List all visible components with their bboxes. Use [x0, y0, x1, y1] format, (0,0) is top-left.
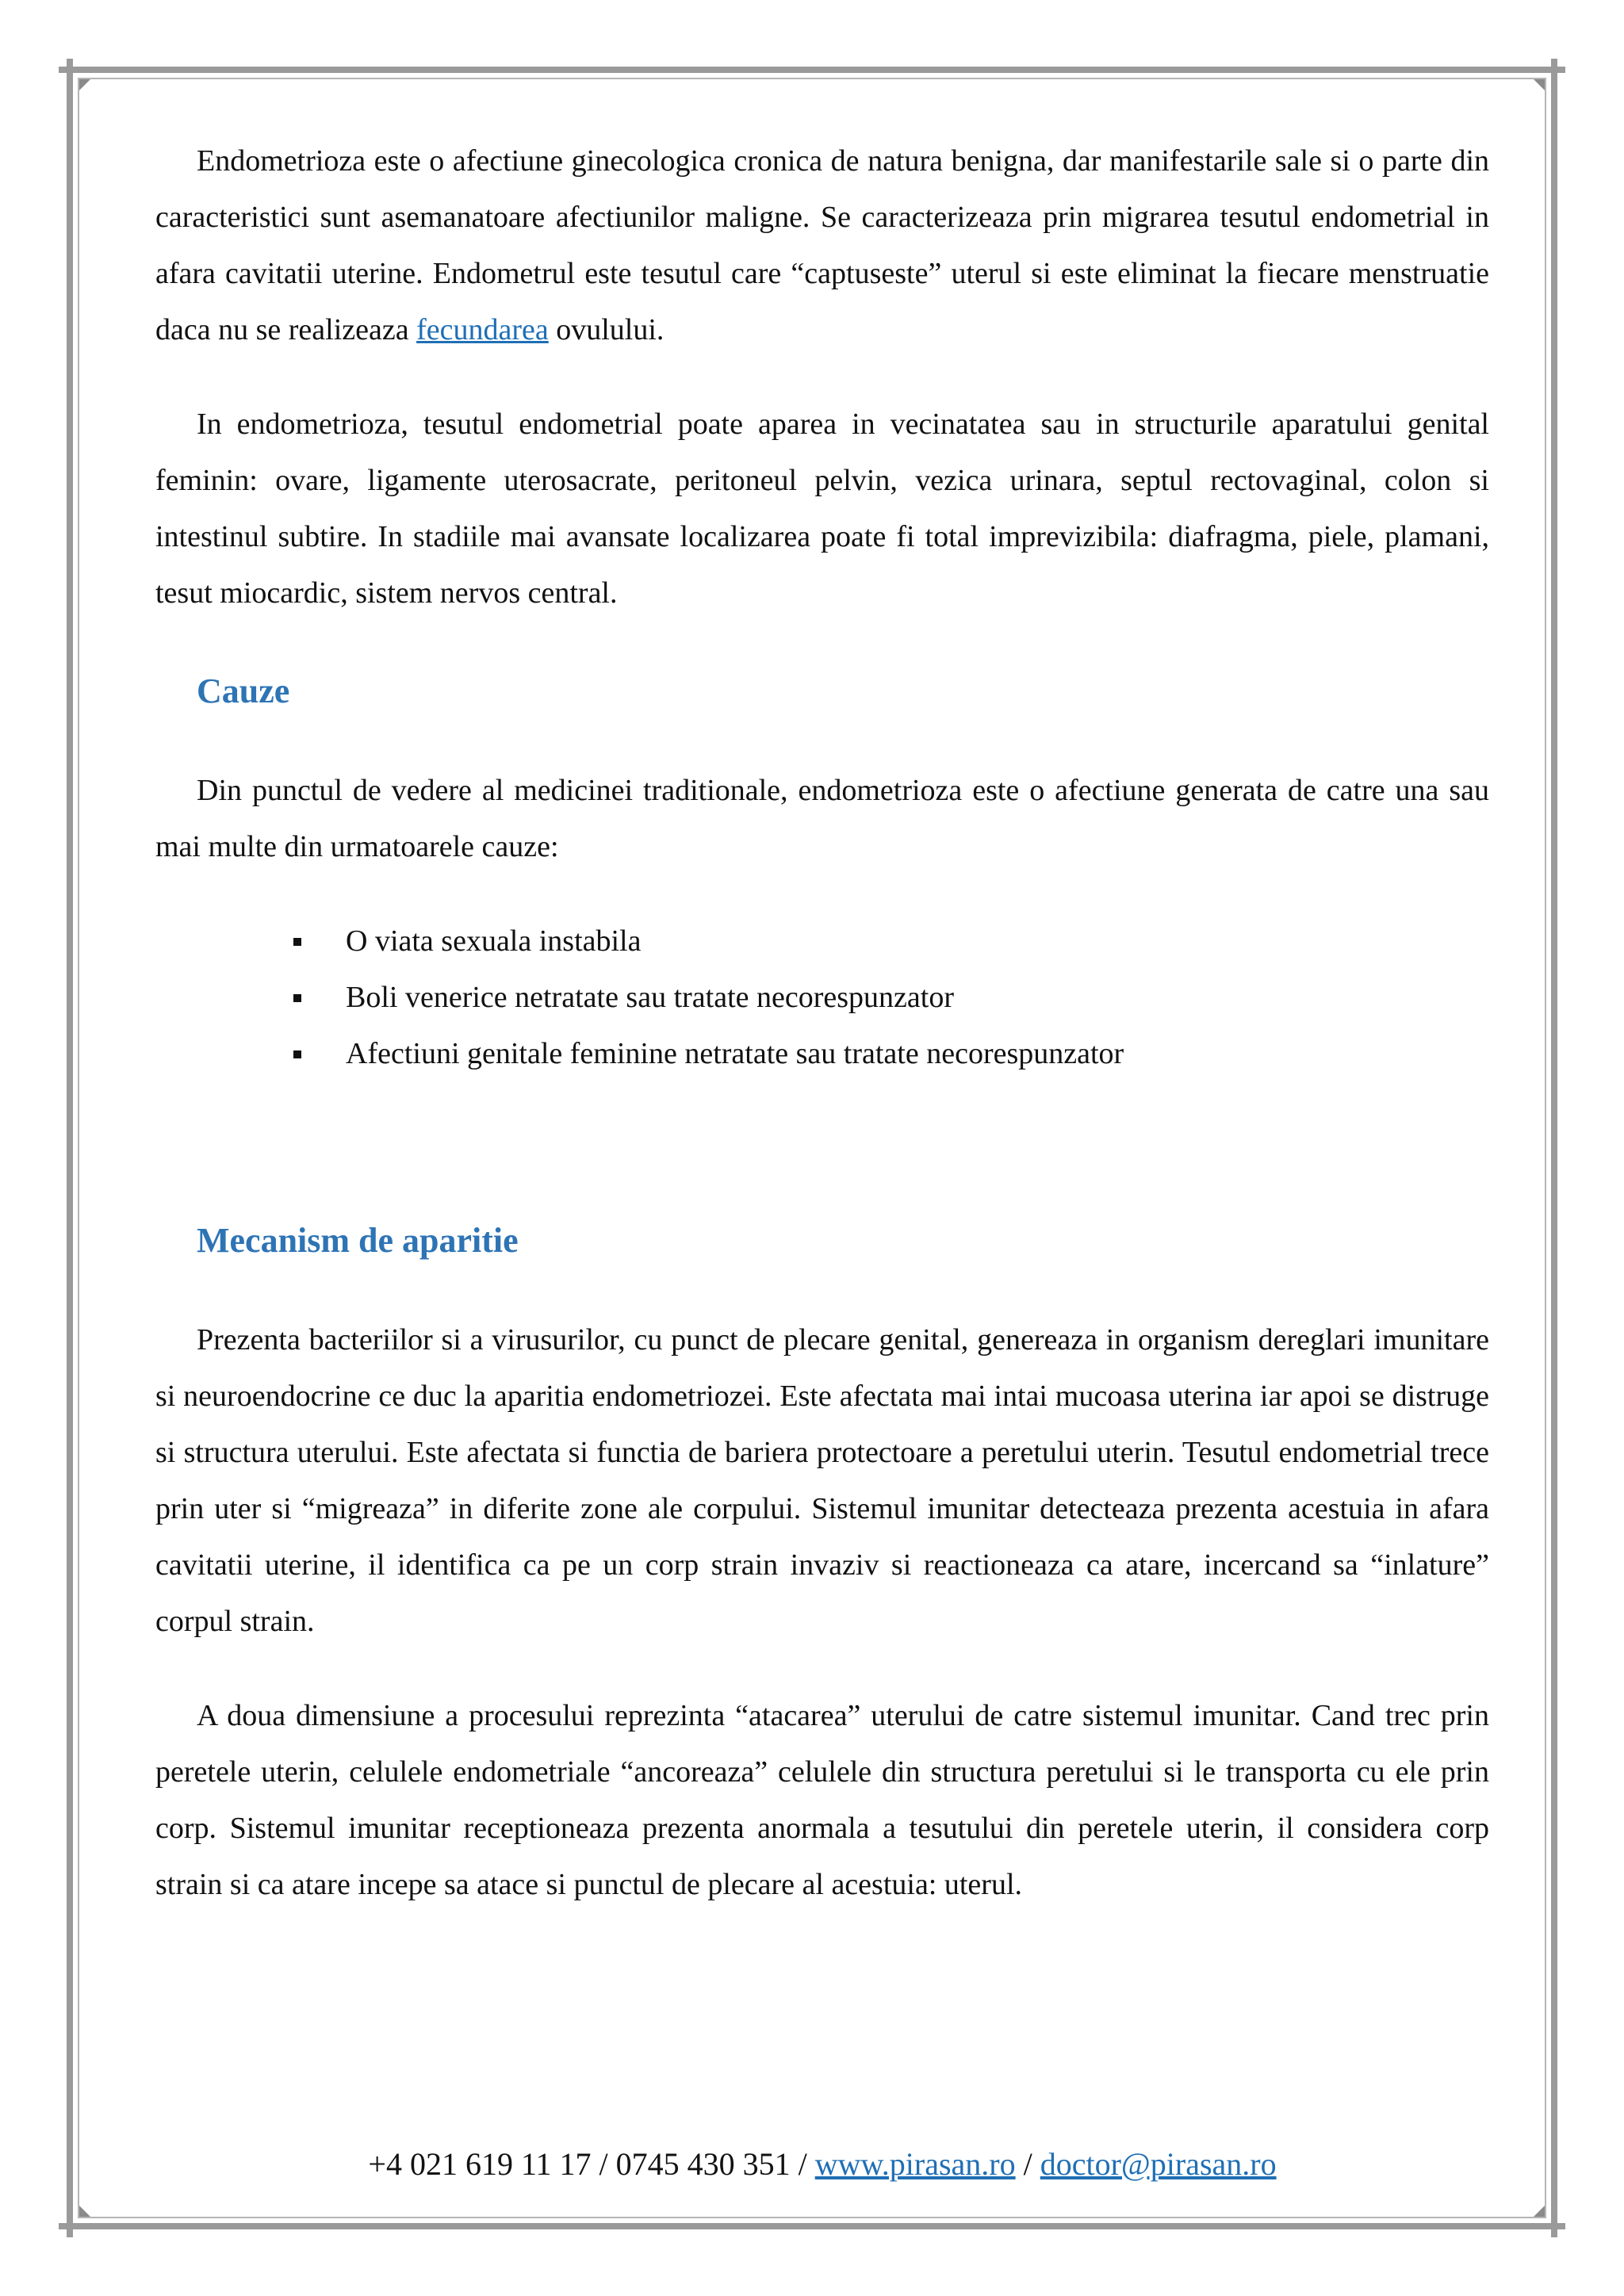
frame-tick — [67, 59, 73, 67]
list-item-text: Afectiuni genitale feminine netratate sau tratate necorespunzator — [346, 1037, 1124, 1070]
paragraph-causes-intro: Din punctul de vedere al medicinei traditionale, endometrioza este o afectiune generata de catre una sau mai multe din urmatoarele cauze: — [155, 774, 1489, 863]
footer-separator: / — [1015, 2146, 1040, 2182]
frame-tick — [1551, 59, 1557, 67]
paragraph-mechanism-1: Prezenta bacteriilor si a virusurilor, cu punct de plecare genital, genereaza in organism dereglari imunitare si neuroendocrine ce duc la aparitia endometriozei. Este afectata mai intai mucoasa uterina iar apoi se distruge si structura uterului. Este afectata si functia de bariera protectoare a peretului uterin. Tesutul endometrial trece prin uter si “migreaza” in diferite zone ale corpului. Sistemul imunitar detecteaza prezenta acestuia in afara cavitatii uterine, il identifica ca pe un corp strain invaziv si reactioneaza ca atare, incercand sa “inlature” corpul strain. — [155, 1323, 1489, 1638]
list-item-text: Boli venerice netratate sau tratate necorespunzator — [346, 981, 954, 1014]
frame-tick — [59, 2223, 67, 2229]
paragraph-text: Endometrioza este o afectiune ginecologica cronica de natura benigna, dar manifestarile sale si o parte din caracteristici sunt asemanatoare afectiunilor maligne. Se caracterizeaza prin migrarea tesutul endometrial in afara cavitatii uterine. Endometrul este tesutul care “captuseste” uterul si este eliminat la fiecare menstruatie daca nu se realizeaza — [155, 144, 1489, 346]
causes-list — [155, 913, 1489, 1082]
footer-website-link[interactable]: www.pirasan.ro — [814, 2146, 1016, 2182]
frame-tick — [67, 2229, 73, 2237]
list-item-text: O viata sexuala instabila — [346, 924, 642, 958]
list-item — [293, 1026, 1489, 1082]
footer-email-link[interactable]: doctor@pirasan.ro — [1040, 2146, 1277, 2182]
list-item — [293, 913, 1489, 970]
paragraph-text: ovulului. — [548, 313, 665, 346]
page-footer — [155, 2141, 1489, 2188]
footer-phones: +4 021 619 11 17 / 0745 430 351 / — [368, 2146, 815, 2182]
bullet-square-icon — [293, 1050, 301, 1058]
frame-tick — [59, 67, 67, 73]
corner-ornament-bottom-right — [1534, 2206, 1545, 2217]
heading-mechanism: Mecanism de aparitie — [197, 1221, 519, 1260]
frame-tick — [1551, 2229, 1557, 2237]
frame-tick — [1557, 2223, 1565, 2229]
heading-causes: Cauze — [197, 672, 290, 710]
list-item — [293, 970, 1489, 1026]
document-body — [155, 133, 1489, 1951]
bullet-square-icon — [293, 938, 301, 946]
bullet-square-icon — [293, 994, 301, 1002]
frame-tick — [1557, 67, 1565, 73]
corner-ornament-bottom-left — [79, 2206, 90, 2217]
link-fecundarea[interactable]: fecundarea — [416, 313, 549, 346]
corner-ornament-top-left — [79, 79, 90, 90]
paragraph-mechanism-2: A doua dimensiune a procesului reprezinta “atacarea” uterului de catre sistemul imunitar. Cand trec prin peretele uterin, celulele endometriale “ancoreaza” celulele din structura peretului si le transporta cu ele prin corp. Sistemul imunitar receptioneaza prezenta anormala a tesutului din peretele uterin, il considera corp strain si ca atare incepe sa atace si punctul de plecare al acestuia: uterul. — [155, 1699, 1489, 1901]
paragraph-localization: In endometrioza, tesutul endometrial poate aparea in vecinatatea sau in structurile aparatului genital feminin: ovare, ligamente uterosacrate, peritoneul pelvin, vezica urinara, septul rectovaginal, colon si intestinul subtire. In stadiile mai avansate localizarea poate fi total imprevizibila: diafragma, piele, plamani, tesut miocardic, sistem nervos central. — [155, 408, 1489, 610]
corner-ornament-top-right — [1534, 79, 1545, 90]
paragraph-intro — [155, 133, 1489, 358]
